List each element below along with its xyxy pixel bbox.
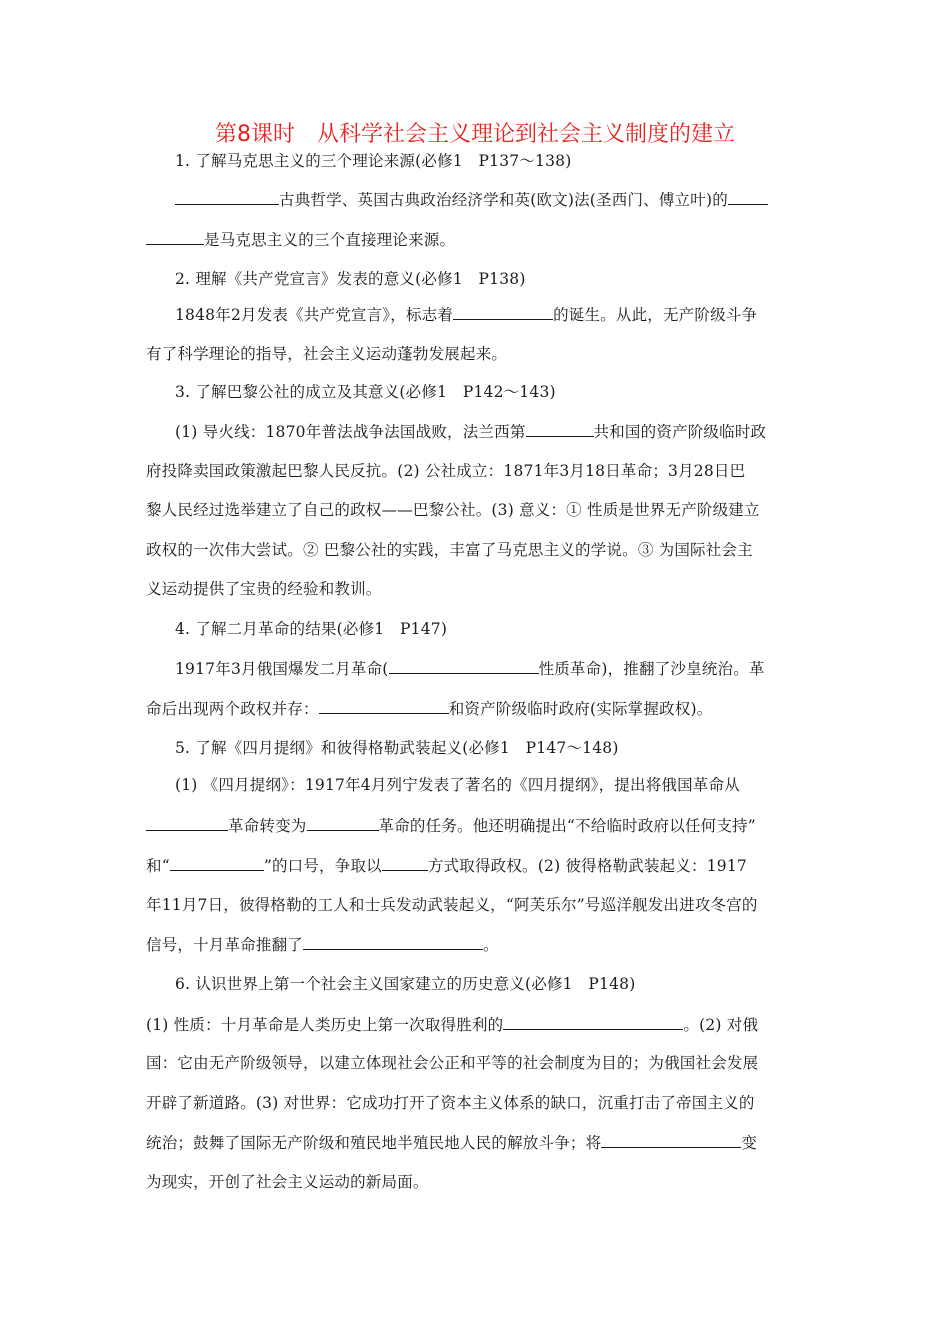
item-3-line-2: 府投降卖国政策激起巴黎人民反抗。(2) 公社成立：1871年3月18日革命；3月28日巴 <box>146 462 746 480</box>
fill-blank[interactable] <box>146 228 204 245</box>
item-3-line-1: (1) 导火线：1870年普法战争法国战败，法兰西第 共和国的资产阶级临时政 <box>175 420 766 443</box>
fill-blank[interactable] <box>307 814 379 831</box>
fill-blank[interactable] <box>146 814 228 831</box>
fill-blank[interactable] <box>503 1013 683 1030</box>
item-5-line-1: (1) 《四月提纲》：1917年4月列宁发表了著名的《四月提纲》，提出将俄国革命从 <box>175 776 740 794</box>
item-1-heading: 1. 了解马克思主义的三个理论来源(必修1 P137～138) <box>175 152 572 170</box>
fill-blank[interactable] <box>303 933 483 950</box>
item-3-line-5: 义运动提供了宝贵的经验和教训。 <box>146 580 382 598</box>
fill-blank[interactable] <box>175 188 279 205</box>
fill-blank[interactable] <box>728 188 768 205</box>
page-title: 第8课时 从科学社会主义理论到社会主义制度的建立 <box>215 122 735 147</box>
item-5-line-3: 和“ ”的口号，争取以 方式取得政权。(2) 彼得格勒武装起义：1917 <box>146 854 747 877</box>
item-6-line-3: 开辟了新道路。(3) 对世界：它成功打开了资本主义体系的缺口，沉重打击了帝国主义的 <box>146 1094 755 1112</box>
item-5-line-4: 年11月7日，彼得格勒的工人和士兵发动武装起义，“阿芙乐尔”号巡洋舰发出进攻冬宫的 <box>146 896 758 914</box>
item-6-line-5: 为现实，开创了社会主义运动的新局面。 <box>146 1173 429 1191</box>
item-1-line-2: 是马克思主义的三个直接理论来源。 <box>146 228 455 251</box>
fill-blank[interactable] <box>382 854 428 871</box>
item-2-line-1: 1848年2月发表《共产党宣言》，标志着 的诞生。从此，无产阶级斗争 <box>175 303 757 326</box>
item-5-line-2: 革命转变为 革命的任务。他还明确提出“不给临时政府以任何支持” <box>146 814 756 837</box>
item-2-heading: 2. 理解《共产党宣言》发表的意义(必修1 P138) <box>175 270 526 288</box>
item-6-heading: 6. 认识世界上第一个社会主义国家建立的历史意义(必修1 P148) <box>175 975 636 993</box>
item-1-line-1: 古典哲学、英国古典政治经济学和英(欧文)法(圣西门、傅立叶)的 <box>175 188 768 211</box>
item-5-heading: 5. 了解《四月提纲》和彼得格勒武装起义(必修1 P147～148) <box>175 739 619 757</box>
item-4-line-1: 1917年3月俄国爆发二月革命( 性质革命)，推翻了沙皇统治。革 <box>175 657 765 680</box>
item-4-line-2: 命后出现两个政权并存： 和资产阶级临时政府(实际掌握政权)。 <box>146 697 712 720</box>
fill-blank[interactable] <box>389 657 539 674</box>
item-5-line-5: 信号，十月革命推翻了 。 <box>146 933 499 956</box>
item-6-line-4: 统治；鼓舞了国际无产阶级和殖民地半殖民地人民的解放斗争；将 变 <box>146 1131 757 1154</box>
item-4-heading: 4. 了解二月革命的结果(必修1 P147) <box>175 620 448 638</box>
item-3-heading: 3. 了解巴黎公社的成立及其意义(必修1 P142～143) <box>175 383 556 401</box>
fill-blank[interactable] <box>453 303 553 320</box>
fill-blank[interactable] <box>170 854 264 871</box>
item-2-line-2: 有了科学理论的指导，社会主义运动蓬勃发展起来。 <box>146 345 508 363</box>
fill-blank[interactable] <box>319 697 449 714</box>
fill-blank[interactable] <box>601 1131 741 1148</box>
fill-blank[interactable] <box>526 420 594 437</box>
item-6-line-1: (1) 性质：十月革命是人类历史上第一次取得胜利的 。(2) 对俄 <box>146 1013 758 1036</box>
item-6-line-2: 国：它由无产阶级领导，以建立体现社会公正和平等的社会制度为目的；为俄国社会发展 <box>146 1054 759 1072</box>
item-3-line-3: 黎人民经过选举建立了自己的政权——巴黎公社。(3) 意义：① 性质是世界无产阶级建立 <box>146 501 760 519</box>
item-3-line-4: 政权的一次伟大尝试。② 巴黎公社的实践，丰富了马克思主义的学说。③ 为国际社会主 <box>146 541 753 559</box>
